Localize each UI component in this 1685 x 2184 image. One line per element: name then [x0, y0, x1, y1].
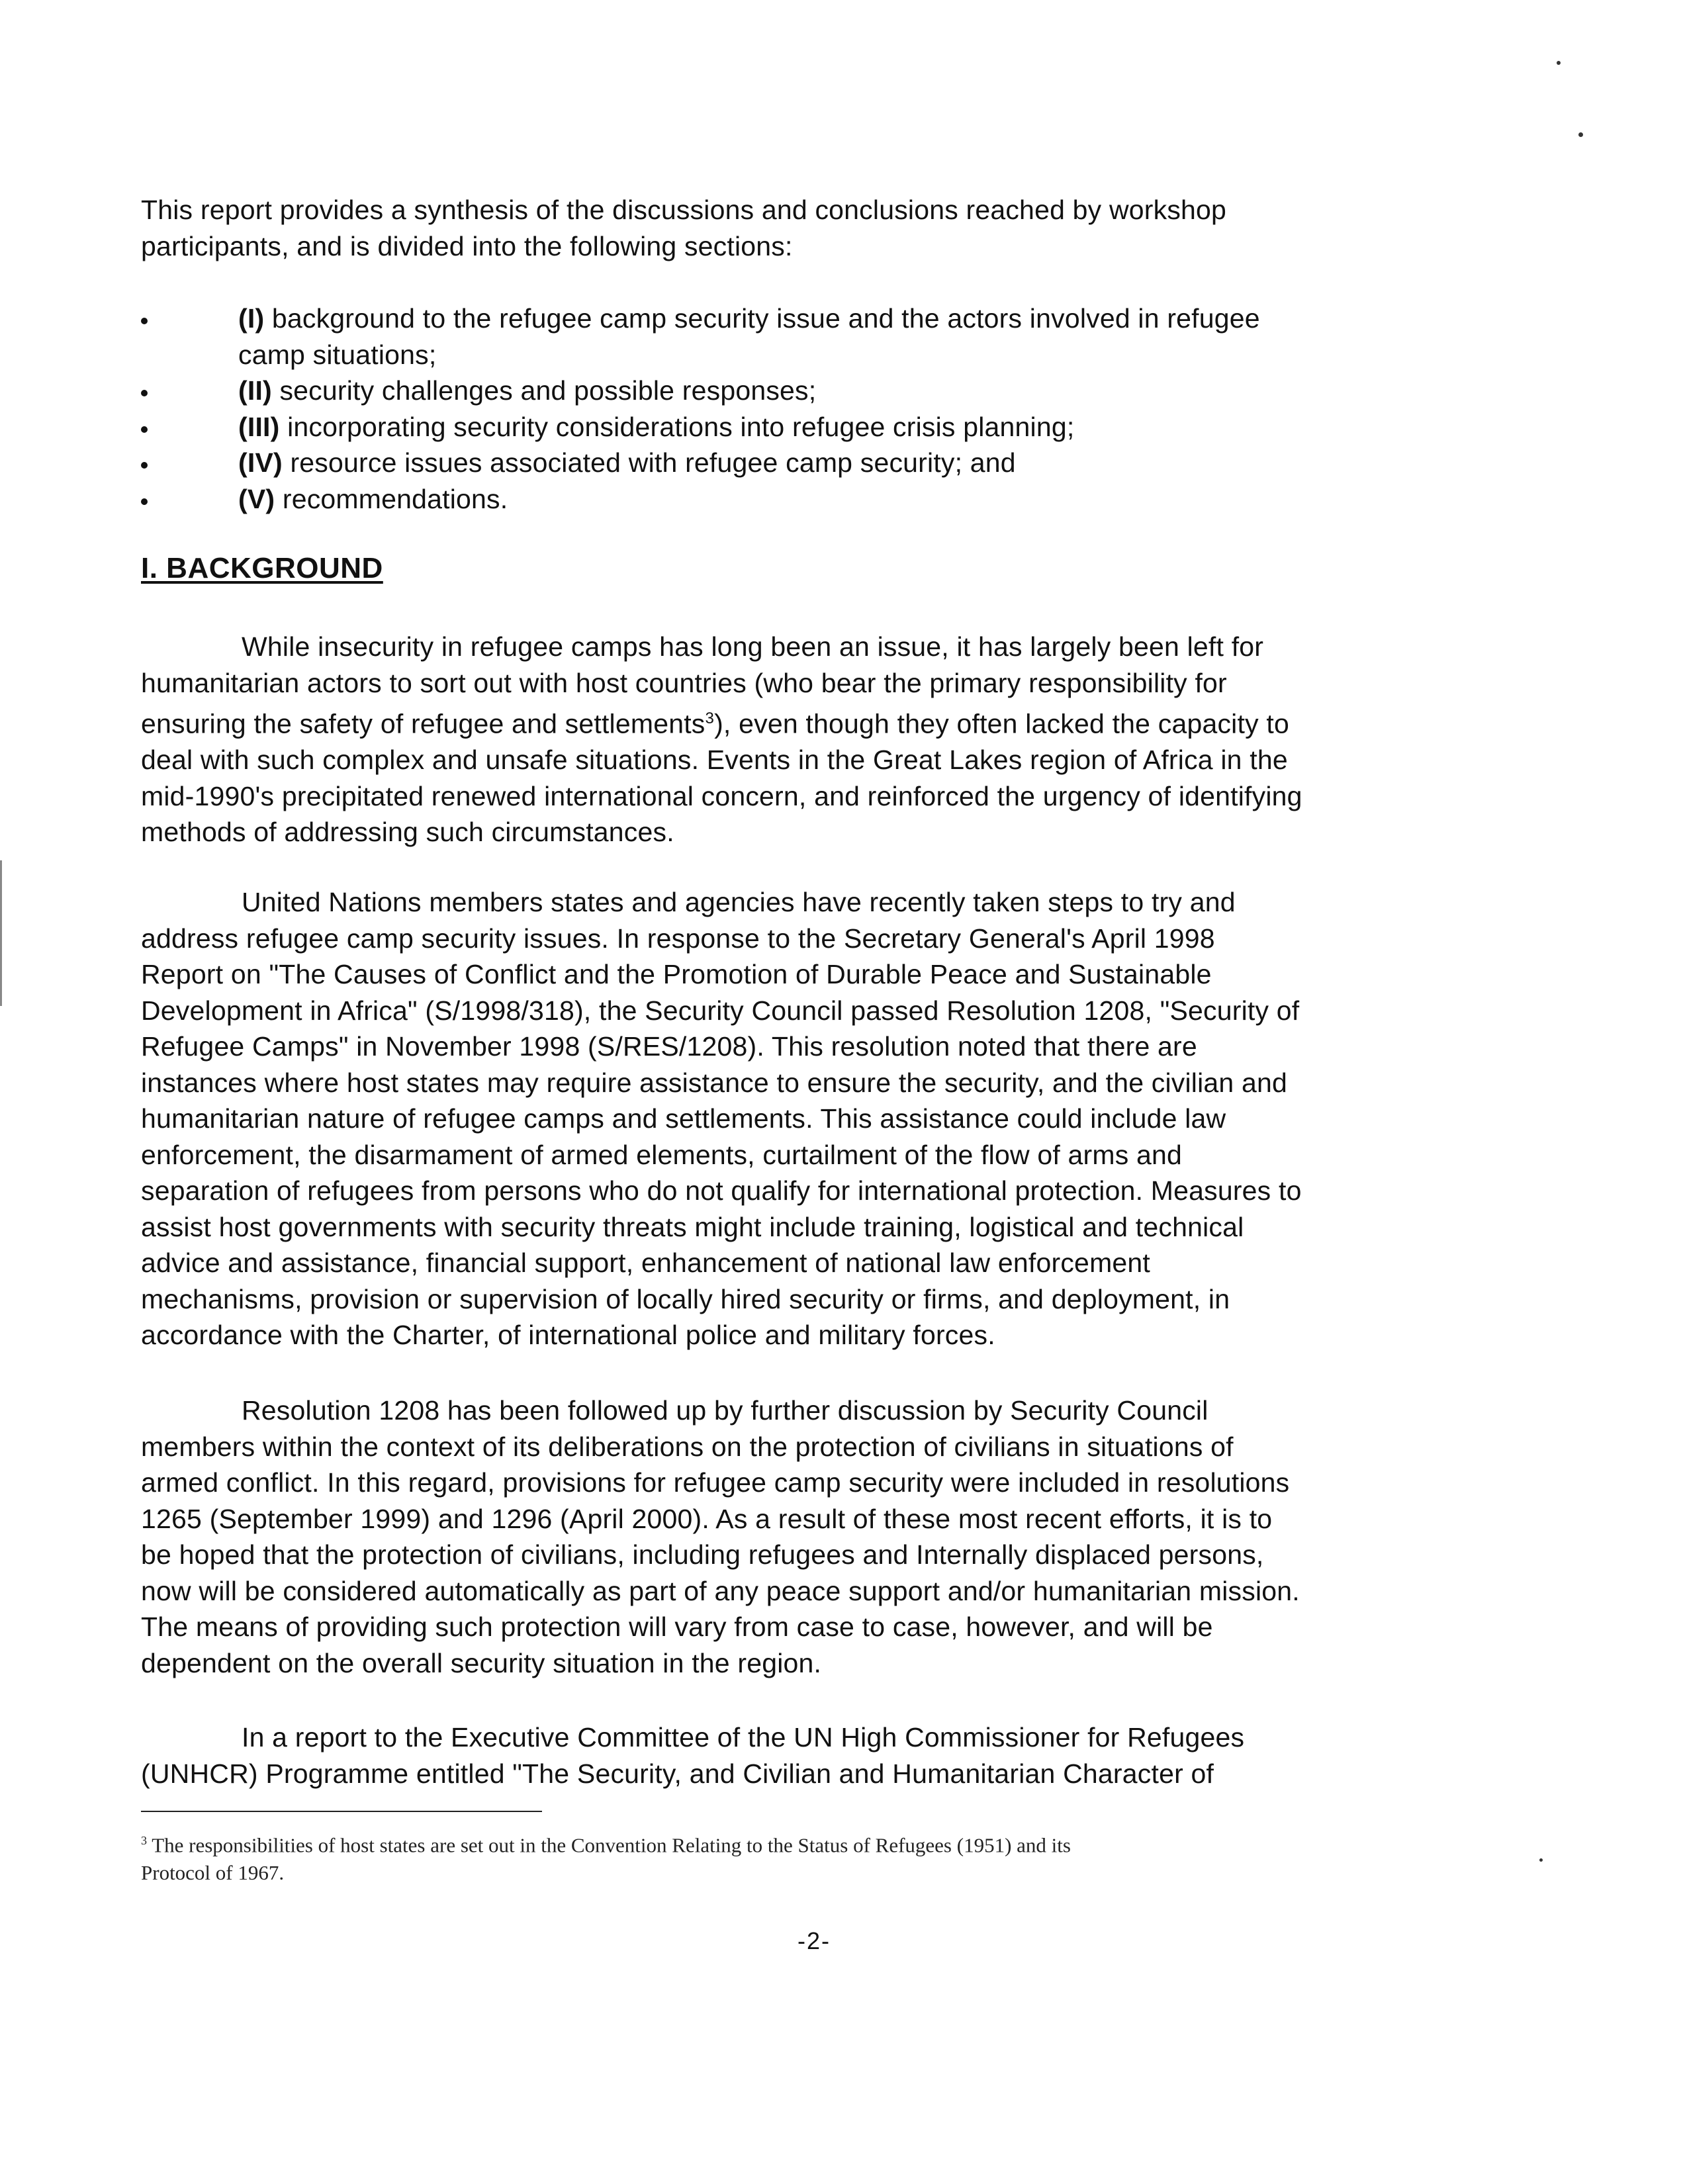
list-item: [141, 409, 1465, 445]
paragraph-line: United Nations members states and agencies have recently taken steps to try and: [242, 887, 1236, 917]
paragraph-line: ensuring the safety of refugee and settlements: [141, 708, 706, 739]
section-heading: I. BACKGROUND: [141, 552, 383, 584]
paragraph-line: separation of refugees from persons who do not qualify for international protection. Measures to: [141, 1175, 1302, 1206]
paragraph-line: accordance with the Charter, of international police and military forces.: [141, 1320, 995, 1350]
bullet-icon: [141, 498, 148, 505]
paragraph-line: 1265 (September 1999) and 1296 (April 2000). As a result of these most recent efforts, it is to: [141, 1503, 1273, 1534]
background-paragraph-2: [141, 884, 1471, 1353]
page-number: -2-: [797, 1927, 831, 1954]
paragraph-line: instances where host states may require assistance to ensure the security, and the civilian and: [141, 1067, 1288, 1098]
sections-list: [141, 300, 1465, 517]
section-text: background to the refugee camp security issue and the actors involved in refugee: [264, 303, 1260, 334]
paragraph-line: dependent on the overall security situation in the region.: [141, 1647, 822, 1678]
footnote-reference: 3: [705, 709, 715, 727]
paragraph-line: In a report to the Executive Committee of the UN High Commissioner for Refugees: [242, 1722, 1245, 1752]
section-number: (III): [238, 411, 280, 442]
scan-speck: [1539, 1858, 1543, 1862]
paragraph-line: enforcement, the disarmament of armed elements, curtailment of the flow of arms and: [141, 1139, 1183, 1170]
paragraph-line: While insecurity in refugee camps has long been an issue, it has largely been left for: [242, 631, 1264, 662]
paragraph-line: deal with such complex and unsafe situations. Events in the Great Lakes region of Africa in the: [141, 745, 1288, 776]
paragraph-line: members within the context of its deliberations on the protection of civilians in situations of: [141, 1431, 1234, 1462]
paragraph-line: Report on "The Causes of Conflict and the Promotion of Durable Peace and Sustainable: [141, 959, 1212, 989]
paragraph-line: The means of providing such protection will vary from case to case, however, and will be: [141, 1612, 1213, 1642]
paragraph-line: ), even though they often lacked the capacity to: [714, 708, 1289, 739]
section-number: (IV): [238, 447, 283, 478]
bullet-icon: [141, 318, 148, 324]
list-item: [141, 481, 1465, 518]
scan-speck: [1578, 132, 1583, 137]
section-text: incorporating security considerations into refugee crisis planning;: [279, 411, 1075, 442]
paragraph-line: now will be considered automatically as part of any peace support and/or humanitarian mission.: [141, 1575, 1300, 1606]
list-item: [141, 300, 1465, 373]
background-paragraph-3: [141, 1392, 1471, 1681]
background-paragraph-1: [141, 629, 1471, 850]
bullet-icon: [141, 462, 148, 469]
footnote-text: Protocol of 1967.: [141, 1861, 285, 1885]
paragraph-line: Resolution 1208 has been followed up by further discussion by Security Council: [242, 1395, 1208, 1426]
footnote-text: The responsibilities of host states are set out in the Convention Relating to the Status of Refugees (1951) and its: [152, 1833, 1071, 1857]
section-number: (I): [238, 303, 265, 334]
paragraph-line: mechanisms, provision or supervision of locally hired security or firms, and deployment, in: [141, 1283, 1230, 1314]
paragraph-line: (UNHCR) Programme entitled "The Security, and Civilian and Humanitarian Character of: [141, 1758, 1214, 1789]
footnote-marker: 3: [141, 1834, 147, 1847]
scan-speck: [1557, 61, 1561, 65]
section-number: (V): [238, 483, 275, 514]
section-text: resource issues associated with refugee camp security; and: [282, 447, 1016, 478]
scan-edge-mark: [0, 860, 2, 1006]
section-text: security challenges and possible responses;: [271, 375, 817, 406]
paragraph-line: assist host governments with security threats might include training, logistical and technical: [141, 1211, 1244, 1242]
paragraph-line: Refugee Camps" in November 1998 (S/RES/1208). This resolution noted that there are: [141, 1031, 1197, 1062]
background-paragraph-4: [141, 1719, 1471, 1792]
intro-line: This report provides a synthesis of the discussions and conclusions reached by workshop: [141, 195, 1227, 225]
paragraph-line: Development in Africa" (S/1998/318), the Security Council passed Resolution 1208, "Security of: [141, 995, 1300, 1026]
footnote: [141, 1827, 1451, 1887]
paragraph-line: humanitarian nature of refugee camps and settlements. This assistance could include law: [141, 1103, 1226, 1134]
bullet-icon: [141, 426, 148, 433]
section-text: recommendations.: [275, 483, 508, 514]
paragraph-line: be hoped that the protection of civilians, including refugees and Internally displaced persons,: [141, 1539, 1264, 1570]
paragraph-line: methods of addressing such circumstances.: [141, 817, 674, 848]
paragraph-line: mid-1990's precipitated renewed international concern, and reinforced the urgency of identifying: [141, 780, 1302, 811]
paragraph-line: address refugee camp security issues. In response to the Secretary General's April 1998: [141, 923, 1215, 954]
paragraph-line: advice and assistance, financial support, enhancement of national law enforcement: [141, 1248, 1151, 1278]
paragraph-line: humanitarian actors to sort out with host countries (who bear the primary responsibility for: [141, 667, 1227, 698]
list-item: [141, 373, 1465, 409]
footnote-divider: [141, 1811, 542, 1812]
section-text-continued: camp situations;: [238, 339, 437, 370]
paragraph-line: armed conflict. In this regard, provisions for refugee camp security were included in resolutions: [141, 1467, 1290, 1498]
section-number: (II): [238, 375, 272, 406]
list-item: [141, 445, 1465, 481]
bullet-icon: [141, 390, 148, 396]
intro-line: participants, and is divided into the following sections:: [141, 230, 793, 261]
intro-paragraph: [141, 192, 1451, 264]
